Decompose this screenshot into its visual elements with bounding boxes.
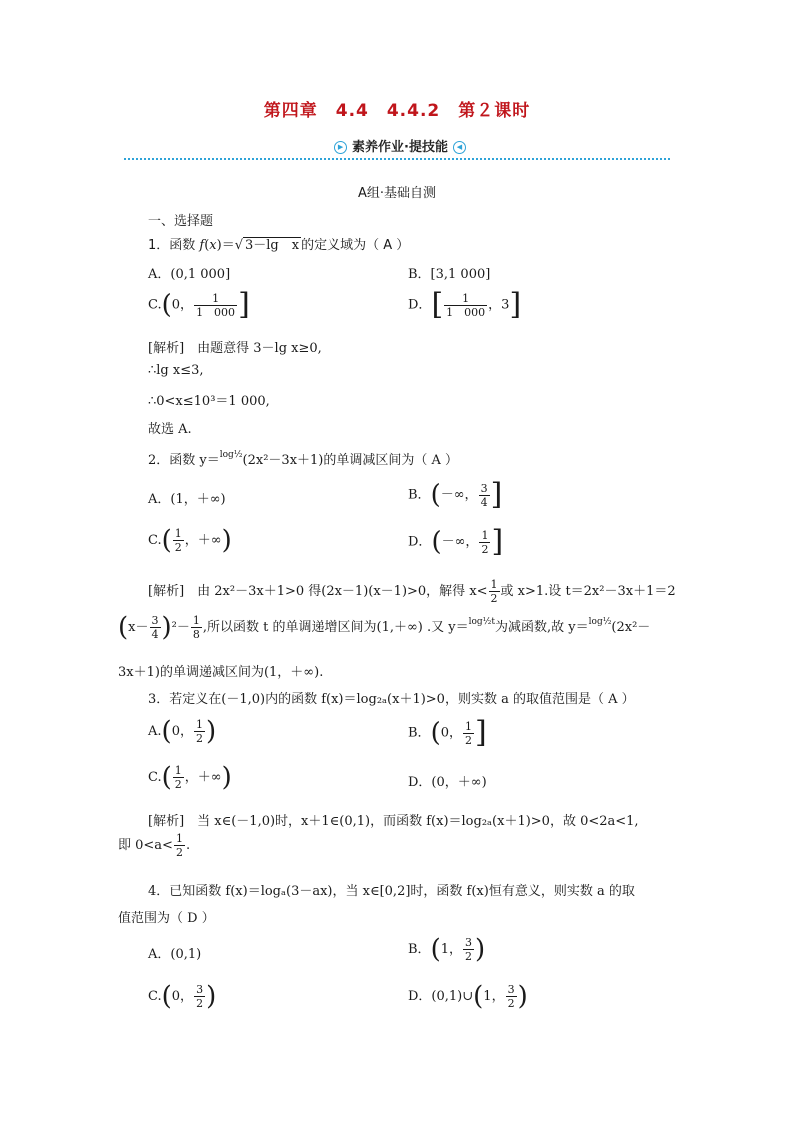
play-left-icon: ◀ — [453, 141, 466, 154]
q3-solution-line-1: [解析] 当 x∈(－1,0)时，x＋1∈(0,1)，而函数 f(x)＝log₂ₐ(x＋1)>0，故 0<2a<1, — [148, 814, 639, 829]
q2-option-c: C.( $\frac{1}{2}$ ，＋∞) — [148, 525, 232, 556]
q1-radicand: 3－lg x — [245, 238, 300, 253]
q3-solution-line-2: 即 0<a< $\frac{1}{2}$ . — [118, 832, 191, 859]
q4-option-d: D．(0,1)∪(1， $\frac{3}{2}$ ) — [408, 981, 528, 1012]
q1-option-a: A．(0,1 000] — [148, 267, 231, 282]
q4-stem-line-1: 4．已知函数 f(x)＝logₐ(3－ax)，当 x∈[0,2]时，函数 f(x)恒有意义，则实数 a 的取 — [148, 884, 635, 899]
group-title: A组·基础自测 — [357, 186, 437, 201]
q1-stem: 1．函数 f(x)＝√ 3－lg x 的定义域为（ A ） — [148, 238, 410, 253]
q2-solution-fraction-1-8: $\frac{1}{8}$ — [192, 614, 200, 641]
q2-solution-fraction-half: $\frac{1}{2}$ — [490, 578, 498, 605]
q4-fraction-d: $\frac{3}{2}$ — [507, 983, 515, 1010]
q2-solution-line-1: [解析] 由 2x²－3x＋1>0 得(2x－1)(x－1)>0，解得 x< $\frac{1}{2}$ 或 x>1.设 t＝2x²－3x＋1＝2 — [148, 578, 676, 605]
q4-fraction-b: $\frac{3}{2}$ — [465, 936, 472, 963]
q3-fraction-c: $\frac{1}{2}$ — [174, 764, 182, 791]
q4-option-c: C.(0， $\frac{3}{2}$ ) — [148, 981, 217, 1012]
section-heading: 一、选择题 — [148, 214, 214, 229]
q3-fraction-a: $\frac{1}{2}$ — [195, 718, 203, 745]
q3-option-c: C.( $\frac{1}{2}$ ，＋∞) — [148, 762, 232, 793]
banner — [305, 136, 495, 156]
q4-option-b: B．(1， $\frac{3}{2}$ ) — [408, 934, 486, 965]
q2-fraction-c: $\frac{1}{2}$ — [174, 527, 182, 554]
q3-stem: 3．若定义在(－1,0)内的函数 f(x)＝log₂ₐ(x＋1)>0，则实数 a 的取值范围是（ A ） — [148, 692, 635, 707]
q2-option-a: A．(1，＋∞) — [148, 492, 226, 507]
q1-solution-line-4: 故选 A. — [148, 422, 192, 437]
q2-solution-fraction-3-4: $\frac{3}{4}$ — [151, 614, 159, 641]
q3-option-d: D．(0，＋∞) — [408, 775, 487, 790]
q2-option-b: B．(－∞， $\frac{3}{4}$ ] — [408, 477, 503, 512]
q1-option-d: D．[ $\frac{1}{1 000}$ ，3] — [408, 287, 522, 322]
q4-fraction-c: $\frac{3}{2}$ — [196, 983, 204, 1010]
q1-solution-line-1: [解析] 由题意得 3－lg x≥0, — [148, 341, 322, 356]
play-right-icon: ▶ — [334, 141, 347, 154]
page-title: 第四章 4.4 4.4.2 第２课时 — [263, 101, 531, 121]
q3-fraction-b: $\frac{1}{2}$ — [465, 719, 472, 747]
q3-option-a: A.(0， $\frac{1}{2}$ ) — [148, 716, 217, 747]
q2-solution-line-3: 3x＋1)的单调递减区间为(1，＋∞). — [118, 665, 324, 680]
q2-solution-line-2: (x－ $\frac{3}{4}$ )²－ $\frac{1}{8}$ ,所以函数 t 的单调递增区间为(1,＋∞) .又 y＝$^{log\frac{1}{2}t}$为减函数,故 y＝$^{log\frac{1}{2}}$(2x²－ — [118, 612, 651, 643]
banner-divider — [124, 158, 670, 160]
q2-stem: 2．函数 y＝$^{log\frac{1}{2}}$(2x²－3x＋1)的单调减区间为（ A ） — [148, 450, 459, 468]
q1-solution-line-3: ∴0<x≤10³＝1 000, — [148, 394, 270, 409]
q1-fraction-d: $\frac{1}{1 000}$ — [446, 291, 486, 319]
q2-option-d: D．(－∞， $\frac{1}{2}$ ] — [408, 524, 504, 559]
q4-stem-line-2: 值范围为（ D ） — [118, 911, 215, 926]
q1-option-b: B．[3,1 000] — [408, 267, 491, 282]
banner-label: 素养作业·提技能 — [352, 140, 448, 155]
q1-solution-line-2: ∴lg x≤3, — [148, 363, 204, 378]
q3-solution-fraction: $\frac{1}{2}$ — [175, 832, 183, 859]
q4-option-a: A．(0,1) — [148, 947, 202, 962]
q3-option-b: B．(0， $\frac{1}{2}$ ] — [408, 715, 487, 750]
q2-fraction-b: $\frac{3}{4}$ — [480, 481, 488, 509]
q1-fraction-c: $\frac{1}{1 000}$ — [196, 291, 236, 319]
q1-option-c: C.(0， $\frac{1}{1 000}$ ] — [148, 287, 250, 322]
q2-fraction-d: $\frac{1}{2}$ — [481, 528, 489, 556]
